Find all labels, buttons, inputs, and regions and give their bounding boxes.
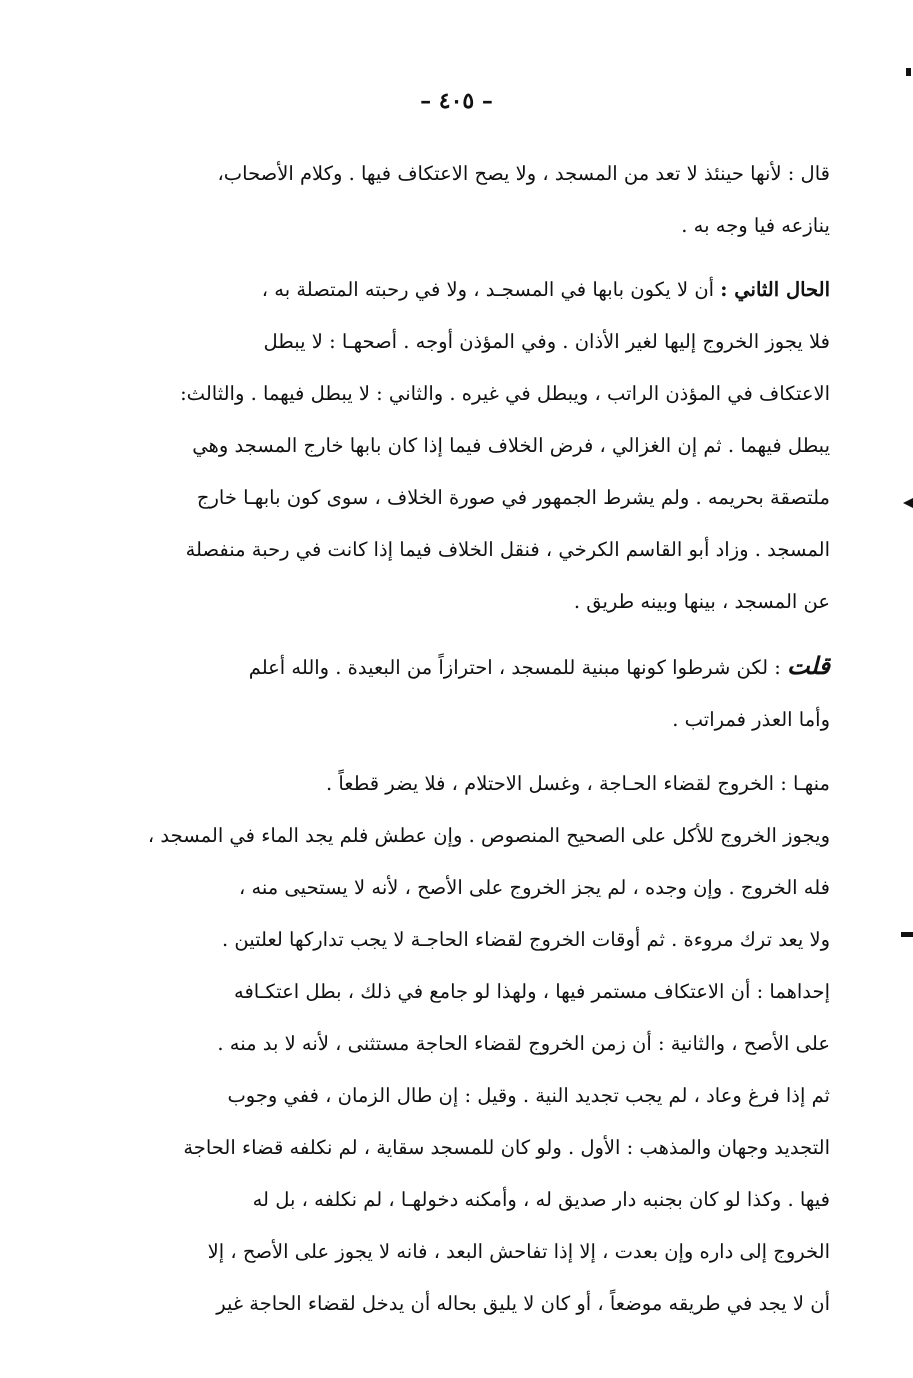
text-line: إحداهما : أن الاعتكاف مستمر فيها ، ولهذا لو جامع في ذلك ، بطل اعتكـافه	[234, 980, 830, 1003]
paragraph-2	[110, 264, 830, 628]
text-line	[110, 264, 830, 316]
text-line: ولا يعد ترك مروءة . ثم أوقات الخروج لقضاء الحاجـة لا يجب تداركها لعلتين .	[222, 928, 830, 951]
page-number: – ٤٠٥ –	[420, 88, 493, 114]
text-line: ينازعه فيا وجه به .	[681, 214, 830, 237]
paragraph-3	[110, 640, 830, 746]
scan-edge-mark	[903, 498, 913, 508]
qult-heading: قلت	[787, 651, 830, 680]
scan-edge-mark	[901, 932, 913, 937]
paragraph-1	[110, 148, 830, 252]
text-line: عن المسجد ، بينها وبينه طريق .	[573, 590, 830, 613]
text-line: الخروج إلى داره وإن بعدت ، إلا إذا تفاحش البعد ، فانه لا يجوز على الأصح ، إلا	[207, 1240, 830, 1263]
scan-edge-mark	[906, 68, 911, 76]
text-line: فيها . وكذا لو كان بجنبه دار صديق له ، وأمكنه دخولهـا ، لم نكلفه ، بل له	[252, 1188, 830, 1211]
text-line: الاعتكاف في المؤذن الراتب ، ويبطل في غيره . والثاني : لا يبطل فيهما . والثالث:	[180, 382, 830, 405]
text-line: المسجد . وزاد أبو القاسم الكرخي ، فنقل الخلاف فيما إذا كانت في رحبة منفصلة	[185, 538, 830, 561]
text-line: منهـا : الخروج لقضاء الحـاجة ، وغسل الاحتلام ، فلا يضر قطعاً .	[325, 772, 830, 795]
text-line: على الأصح ، والثانية : أن زمن الخروج لقضاء الحاجة مستثنى ، لأنه لا بد منه .	[217, 1032, 830, 1055]
text-line-rest: أن لا يكون بابها في المسجـد ، ولا في رحبته المتصلة به ،	[261, 278, 715, 301]
section-heading: الحال الثاني :	[720, 278, 830, 301]
text-line: فلا يجوز الخروج إليها لغير الأذان . وفي المؤذن أوجه . أصحهـا : لا يبطل	[263, 330, 830, 353]
text-line: قال : لأنها حينئذ لا تعد من المسجد ، ولا يصح الاعتكاف فيها . وكلام الأصحاب،	[217, 162, 830, 185]
text-line	[110, 640, 830, 694]
body-text	[110, 148, 830, 1330]
text-line-rest: : لكن شرطوا كونها مبنية للمسجد ، احترازاً من البعيدة . والله أعلم	[248, 656, 781, 679]
text-line: وأما العذر فمراتب .	[672, 708, 830, 731]
text-line: فله الخروج . وإن وجده ، لم يجز الخروج على الأصح ، لأنه لا يستحيى منه ،	[238, 876, 830, 899]
text-line: ويجوز الخروج للأكل على الصحيح المنصوص . وإن عطش فلم يجد الماء في المسجد ،	[147, 824, 830, 847]
text-line: يبطل فيهما . ثم إن الغزالي ، فرض الخلاف فيما إذا كان بابها خارج المسجد وهي	[192, 434, 830, 457]
text-line: ملتصقة بحريمه . ولم يشرط الجمهور في صورة الخلاف ، سوى كون بابهـا خارج	[196, 486, 830, 509]
text-line: التجديد وجهان والمذهب : الأول . ولو كان للمسجد سقاية ، لم نكلفه قضاء الحاجة	[183, 1136, 830, 1159]
text-line: ثم إذا فرغ وعاد ، لم يجب تجديد النية . وقيل : إن طال الزمان ، ففي وجوب	[227, 1084, 830, 1107]
text-line: أن لا يجد في طريقه موضعاً ، أو كان لا يليق بحاله أن يدخل لقضاء الحاجة غير	[216, 1292, 830, 1315]
paragraph-4	[110, 758, 830, 1330]
